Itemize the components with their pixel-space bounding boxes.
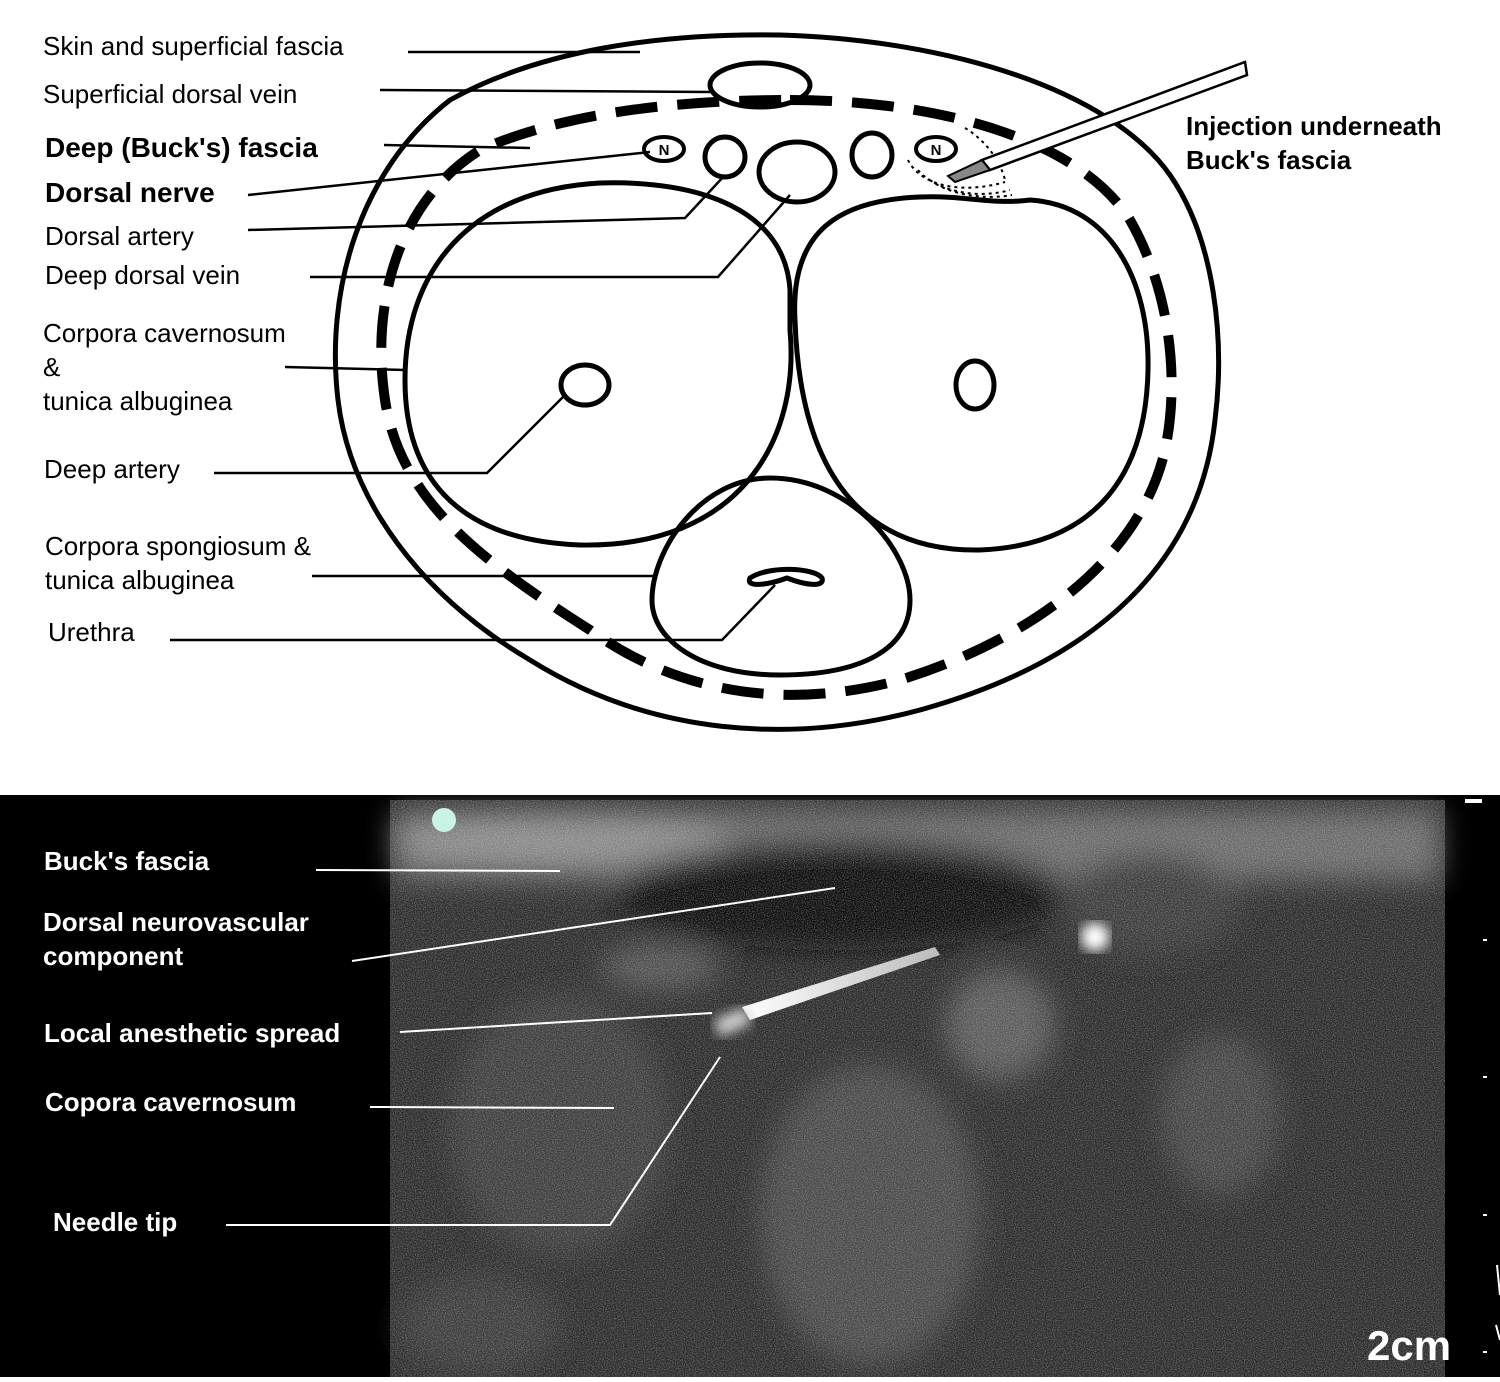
label-dorsal-artery: Dorsal artery — [45, 221, 194, 251]
label-dorsal-nerve: Dorsal nerve — [45, 177, 215, 208]
right-corpus-cavernosum — [795, 197, 1148, 550]
urethra-shape — [749, 569, 822, 584]
bucks-fascia-outline — [381, 100, 1171, 695]
right-deep-artery — [956, 361, 994, 409]
corpus-spongiosum — [652, 478, 910, 675]
bright-echo — [1081, 923, 1109, 951]
label-skin: Skin and superficial fascia — [43, 31, 344, 61]
left-dorsal-artery — [705, 137, 745, 177]
us-label-neurovascular: Dorsal neurovascular component — [43, 907, 309, 971]
label-injection: Injection underneath Buck's fascia — [1186, 111, 1442, 175]
deep-dorsal-vein — [759, 142, 835, 202]
right-dorsal-artery — [852, 133, 892, 177]
ultrasound-panel — [0, 795, 1500, 1377]
label-deep-dorsal-vein: Deep dorsal vein — [45, 260, 241, 290]
depth-ticks — [1465, 801, 1500, 1352]
label-corpora-cavernosum: Corpora cavernosum & tunica albuginea — [43, 318, 286, 416]
label-corpora-spongiosum: Corpora spongiosum & tunica albuginea — [45, 531, 311, 595]
left-corpus-cavernosum — [405, 183, 791, 545]
label-deep-bucks-fascia: Deep (Buck's) fascia — [45, 132, 318, 163]
skin-outline — [335, 35, 1218, 730]
us-label-copora-cavernosum: Copora cavernosum — [45, 1087, 297, 1117]
nerve-marker-left: N — [658, 142, 670, 159]
orientation-marker — [432, 808, 456, 832]
us-scale-label: 2cm — [1367, 1322, 1452, 1369]
left-deep-artery — [561, 365, 609, 405]
us-label-needle-tip: Needle tip — [53, 1207, 178, 1237]
us-label-bucks-fascia: Buck's fascia — [44, 846, 210, 876]
nerve-marker-right: N — [930, 142, 942, 159]
label-urethra: Urethra — [48, 617, 135, 647]
label-deep-artery: Deep artery — [44, 454, 180, 484]
label-superficial-dorsal-vein: Superficial dorsal vein — [43, 79, 298, 109]
us-label-anesthetic-spread: Local anesthetic spread — [44, 1018, 341, 1048]
